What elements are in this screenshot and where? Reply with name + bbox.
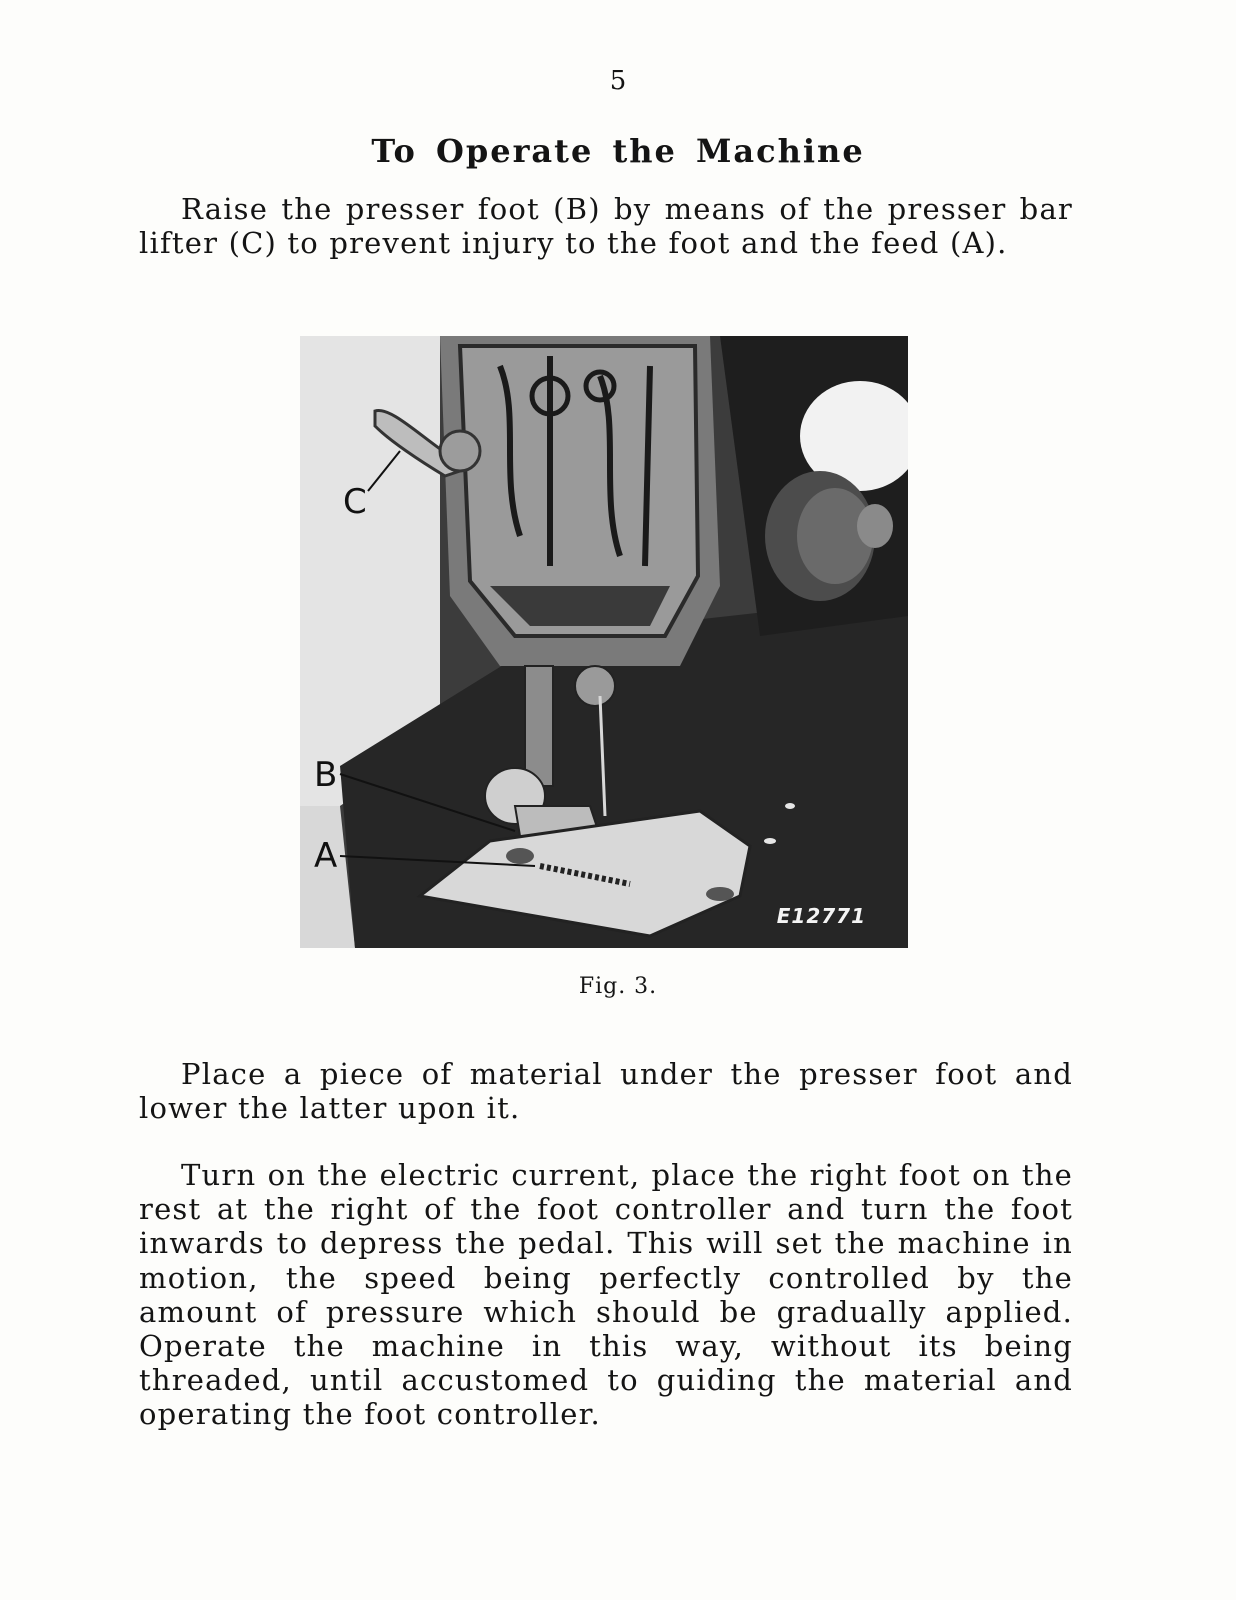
- page-number: 5: [609, 66, 627, 96]
- figure-label-b: B: [314, 755, 338, 795]
- paragraph-turn-on-current: Turn on the electric current, place the right foot on the rest at the right of the foot controller and turn the foot inwards to depress the pedal. This will set the machine in motion, the speed being perfectly controlled by the amount of pressure which should be gradually applied. Operate the machine in this way, without its being threaded, until accustomed to guiding the material and operating the foot controller.: [139, 1158, 1073, 1432]
- figure-caption: Fig. 3.: [578, 974, 658, 999]
- paragraph-place-material: Place a piece of material under the presser foot and lower the latter upon it.: [139, 1057, 1073, 1126]
- figure-code: E12771: [776, 904, 866, 928]
- page-title: To Operate the Machine: [371, 132, 865, 170]
- sewing-machine-illustration: [300, 336, 908, 948]
- figure-label-c: C: [343, 482, 367, 522]
- figure-label-a: A: [314, 836, 338, 876]
- sewing-machine-photo: [300, 336, 908, 948]
- paragraph-raise-presser-foot: Raise the presser foot (B) by means of the presser bar lifter (C) to prevent injury to the foot and the feed (A).: [139, 192, 1073, 261]
